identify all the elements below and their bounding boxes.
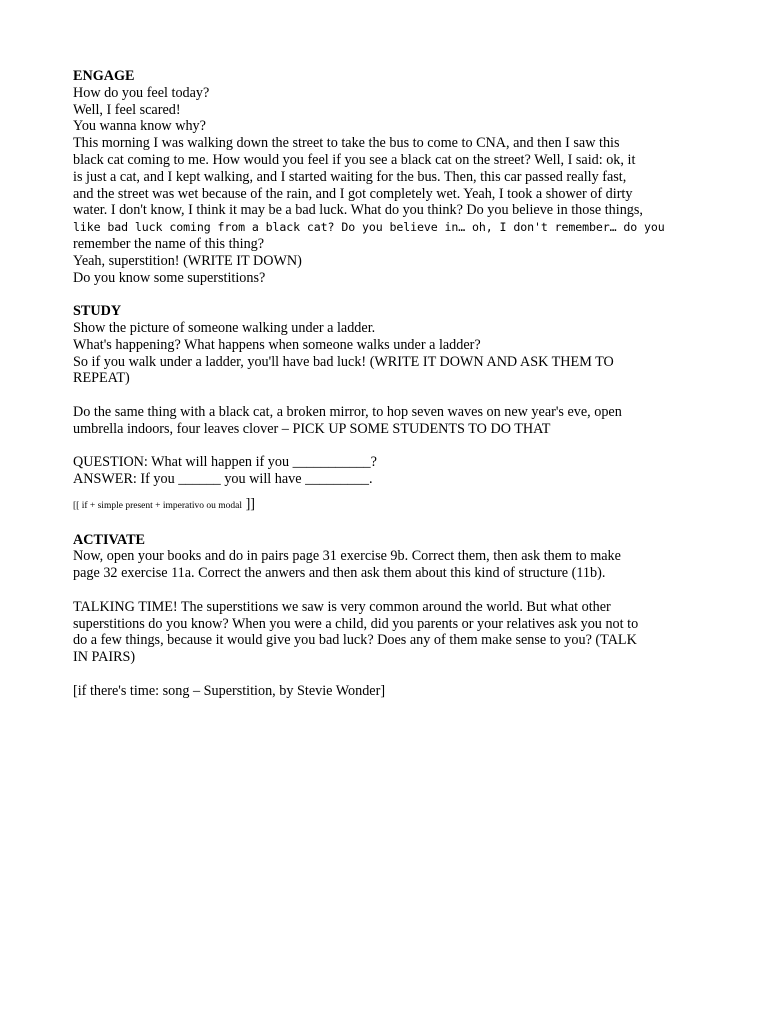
formula-text: [[ if + simple present + imperativo ou modal — [73, 500, 243, 511]
study-paragraph-line: REPEAT) — [73, 370, 130, 387]
paragraph-spacer — [73, 582, 695, 599]
engage-heading: ENGAGE — [73, 68, 135, 84]
activate-closing-note: [if there's time: song – Superstition, by Stevie Wonder] — [73, 682, 386, 699]
study-line: Show the picture of someone walking under a ladder. — [73, 319, 376, 336]
activate-paragraph-line: do a few things, because it would give you bad luck? Does any of them make sense to you? (TALK — [73, 632, 637, 649]
formula-close-bracket: ]] — [245, 495, 256, 512]
paragraph-spacer — [73, 387, 695, 404]
study-paragraph-line: Do the same thing with a black cat, a broken mirror, to hop seven waves on new year's eve, open — [73, 403, 622, 420]
engage-line: Well, I feel scared! — [73, 101, 181, 118]
lesson-plan — [73, 68, 695, 699]
engage-paragraph-line: This morning I was walking down the street to take the bus to come to CNA, and then I saw this — [73, 135, 620, 152]
study-paragraph-line: So if you walk under a ladder, you'll have bad luck! (WRITE IT DOWN AND ASK THEM TO — [73, 353, 614, 370]
engage-line: Do you know some superstitions? — [73, 269, 266, 286]
activate-heading: ACTIVATE — [73, 531, 146, 548]
study-heading: STUDY — [73, 303, 122, 320]
study-paragraph-line: umbrella indoors, four leaves clover – PICK UP SOME STUDENTS TO DO THAT — [73, 420, 551, 437]
paragraph-spacer — [73, 438, 695, 455]
engage-line: Yeah, superstition! (WRITE IT DOWN) — [73, 252, 302, 269]
activate-paragraph-line: TALKING TIME! The superstitions we saw is very common around the world. But what other — [73, 598, 611, 615]
engage-paragraph-line: water. I don't know, I think it may be a bad luck. What do you think? Do you believe in those things, — [73, 202, 643, 219]
engage-monospace-line: like bad luck coming from a black cat? Do you believe in… oh, I don't remember… do you — [73, 220, 665, 235]
engage-line: You wanna know why? — [73, 118, 206, 135]
paragraph-spacer — [73, 488, 695, 496]
engage-paragraph-line: and the street was wet because of the rain, and I got completely wet. Yeah, I took a shower of dirty — [73, 185, 633, 202]
engage-line: How do you feel today? — [73, 84, 210, 101]
paragraph-spacer — [73, 666, 695, 683]
section-spacer — [73, 515, 695, 532]
activate-paragraph-line: page 32 exercise 11a. Correct the anwers and then ask them about this kind of structure (11b). — [73, 565, 606, 582]
engage-line: remember the name of this thing? — [73, 235, 265, 252]
study-formula — [73, 496, 695, 515]
section-spacer — [73, 286, 695, 303]
engage-paragraph-line: is just a cat, and I kept walking, and I started waiting for the bus. Then, this car passed really fast, — [73, 168, 627, 185]
activate-paragraph-line: Now, open your books and do in pairs page 31 exercise 9b. Correct them, then ask them to make — [73, 548, 621, 565]
engage-paragraph-line: black cat coming to me. How would you feel if you see a black cat on the street? Well, I said: ok, it — [73, 151, 636, 168]
activate-paragraph-line: superstitions do you know? When you were a child, did you parents or your relatives ask you not to — [73, 615, 639, 632]
study-answer: ANSWER: If you ______ you will have _________. — [73, 471, 373, 488]
activate-paragraph-line: IN PAIRS) — [73, 649, 136, 666]
study-question: QUESTION: What will happen if you ___________? — [73, 454, 377, 471]
study-line: What's happening? What happens when someone walks under a ladder? — [73, 336, 481, 353]
